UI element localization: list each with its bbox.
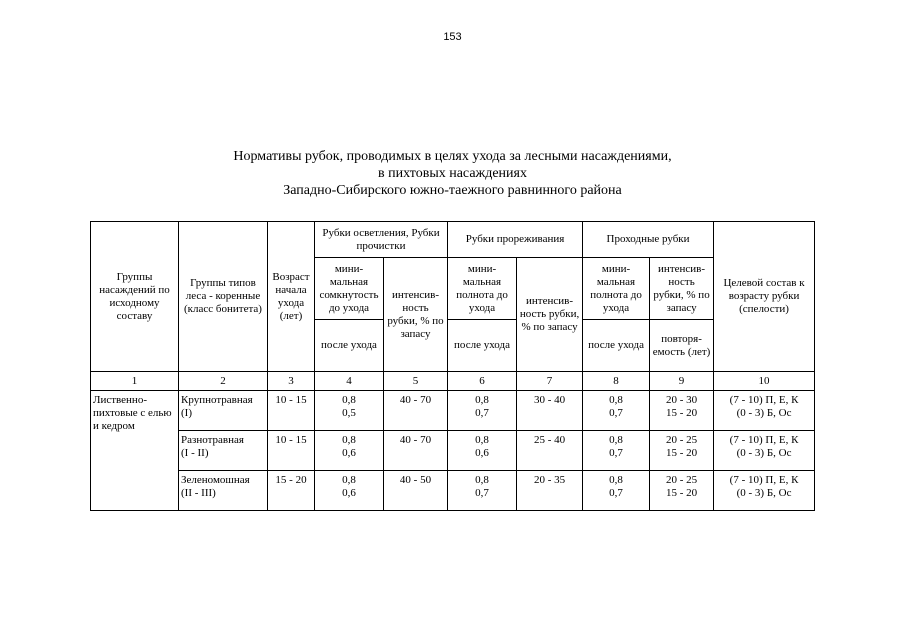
header-start-age: Возраст начала ухода (лет) [268,222,315,372]
column-number: 5 [384,372,448,391]
column-number: 6 [448,372,517,391]
age-cell: 10 - 15 [268,431,315,471]
pass-density-cell: 0,8 0,7 [583,471,650,511]
light-intensity-cell: 40 - 70 [384,431,448,471]
column-number: 2 [179,372,268,391]
title-line-1: Нормативы рубок, проводимых в целях ухода за лесными насаждениями, [233,149,672,164]
title-line-2: в пихтовых насаждениях [378,166,527,181]
column-number-row [91,372,815,391]
forest-type-cell: Крупнотравная (I) [179,391,268,431]
target-composition-cell: (7 - 10) П, Е, К (0 - 3) Б, Ос [714,431,815,471]
light-closeness-cell: 0,8 0,6 [315,431,384,471]
age-cell: 15 - 20 [268,471,315,511]
header-target-composition: Целевой состав к возрасту рубки (спелости) [714,222,815,372]
document-title [0,148,905,199]
table-row [91,431,815,471]
column-number: 7 [517,372,583,391]
header-after-care-passing: после ухода [583,320,650,372]
forest-type-cell: Разнотравная (I - II) [179,431,268,471]
header-min-density-thinning: мини-мальная полнота до ухода [448,258,517,320]
header-passing: Проходные рубки [583,222,714,258]
column-number: 10 [714,372,815,391]
target-composition-cell: (7 - 10) П, Е, К (0 - 3) Б, Ос [714,391,815,431]
header-intensity-passing: интенсив-ность рубки, % по запасу [650,258,714,320]
target-composition-cell: (7 - 10) П, Е, К (0 - 3) Б, Ос [714,471,815,511]
page-number: 153 [443,31,462,43]
header-lightening: Рубки осветления, Рубки прочистки [315,222,448,258]
column-number: 9 [650,372,714,391]
pass-density-cell: 0,8 0,7 [583,431,650,471]
table-row [91,391,815,431]
header-intensity-lightening: интенсив-ность рубки, % по запасу [384,258,448,372]
table-row [91,471,815,511]
header-min-closeness: мини-мальная сомкнутость до ухода [315,258,384,320]
light-intensity-cell: 40 - 50 [384,471,448,511]
column-number: 4 [315,372,384,391]
thin-intensity-cell: 25 - 40 [517,431,583,471]
age-cell: 10 - 15 [268,391,315,431]
header-intensity-thinning: интенсив-ность рубки, % по запасу [517,258,583,372]
thin-intensity-cell: 20 - 35 [517,471,583,511]
thin-density-cell: 0,8 0,6 [448,431,517,471]
header-after-care-thinning: после ухода [448,320,517,372]
light-closeness-cell: 0,8 0,5 [315,391,384,431]
column-number: 3 [268,372,315,391]
column-number: 8 [583,372,650,391]
header-thinning: Рубки прореживания [448,222,583,258]
forest-type-cell: Зеленомошная (II - III) [179,471,268,511]
light-intensity-cell: 40 - 70 [384,391,448,431]
pass-intensity-cell: 20 - 25 15 - 20 [650,471,714,511]
thin-intensity-cell: 30 - 40 [517,391,583,431]
header-forest-types: Группы типов леса - коренные (класс бонитета) [179,222,268,372]
header-repeatability: повторя-емость (лет) [650,320,714,372]
thin-density-cell: 0,8 0,7 [448,471,517,511]
header-group-composition: Группы насаждений по исходному составу [91,222,179,372]
norms-table [90,221,815,511]
thin-density-cell: 0,8 0,7 [448,391,517,431]
pass-intensity-cell: 20 - 25 15 - 20 [650,431,714,471]
pass-density-cell: 0,8 0,7 [583,391,650,431]
title-line-3: Западно-Сибирского южно-таежного равнинного района [283,183,622,198]
light-closeness-cell: 0,8 0,6 [315,471,384,511]
group-label-cell: Лиственно-пихтовые с елью и кедром [91,391,179,511]
header-after-care-lightening: после ухода [315,320,384,372]
column-number: 1 [91,372,179,391]
header-min-density-passing: мини-мальная полнота до ухода [583,258,650,320]
pass-intensity-cell: 20 - 30 15 - 20 [650,391,714,431]
